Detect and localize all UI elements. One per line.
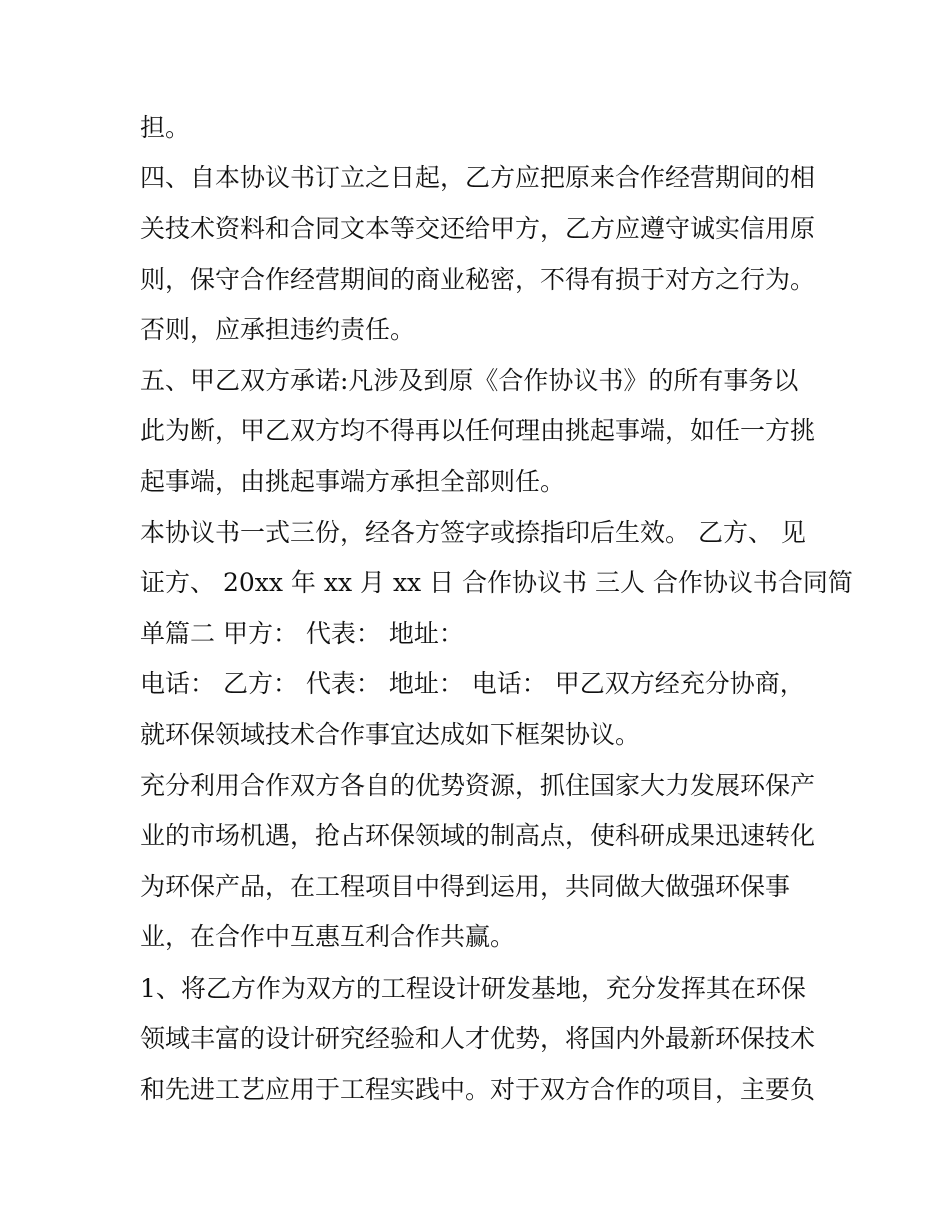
text-line: 则，保守合作经营期间的商业秘密，不得有损于对方之行为。 bbox=[140, 265, 816, 294]
text-line: 领域丰富的设计研究经验和人才优势，将国内外最新环保技术 bbox=[140, 1024, 816, 1053]
text-line: 和先进工艺应用于工程实践中。对于双方合作的项目，主要负 bbox=[140, 1075, 816, 1104]
text-line: 担。 bbox=[140, 113, 191, 142]
text-line: 单篇二 甲方： 代表： 地址： bbox=[140, 619, 464, 648]
text-line: 为环保产品，在工程项目中得到运用，共同做大做强环保事 bbox=[140, 872, 791, 901]
text-line: 业的市场机遇，抢占环保领域的制高点，使科研成果迅速转化 bbox=[140, 821, 816, 850]
text-line: 充分利用合作双方各自的优势资源，抓住国家大力发展环保产 bbox=[140, 771, 816, 800]
text-line: 1、将乙方作为双方的工程设计研发基地，充分发挥其在环保 bbox=[140, 974, 806, 1003]
text-line: 证方、 20xx 年 xx 月 xx 日 合作协议书 三人 合作协议书合同简 bbox=[140, 568, 853, 597]
text-line: 五、甲乙双方承诺:凡涉及到原《合作协议书》的所有事务以 bbox=[140, 366, 799, 395]
text-line: 就环保领域技术合作事宜达成如下框架协议。 bbox=[140, 720, 641, 749]
text-line: 起事端，由挑起事端方承担全部则任。 bbox=[140, 467, 566, 496]
text-line: 否则，应承担违约责任。 bbox=[140, 315, 416, 344]
text-line: 关技术资料和合同文本等交还给甲方，乙方应遵守诚实信用原 bbox=[140, 214, 816, 243]
text-line: 电话： 乙方： 代表： 地址： 电话： 甲乙双方经充分协商， bbox=[140, 669, 805, 698]
text-line: 四、自本协议书订立之日起，乙方应把原来合作经营期间的相 bbox=[140, 163, 816, 192]
text-line: 此为断，甲乙双方均不得再以任何理由挑起事端，如任一方挑 bbox=[140, 416, 816, 445]
text-line: 本协议书一式三份，经各方签字或捺指印后生效。 乙方、 见 bbox=[140, 518, 806, 547]
text-line: 业，在合作中互惠互利合作共赢。 bbox=[140, 922, 516, 951]
